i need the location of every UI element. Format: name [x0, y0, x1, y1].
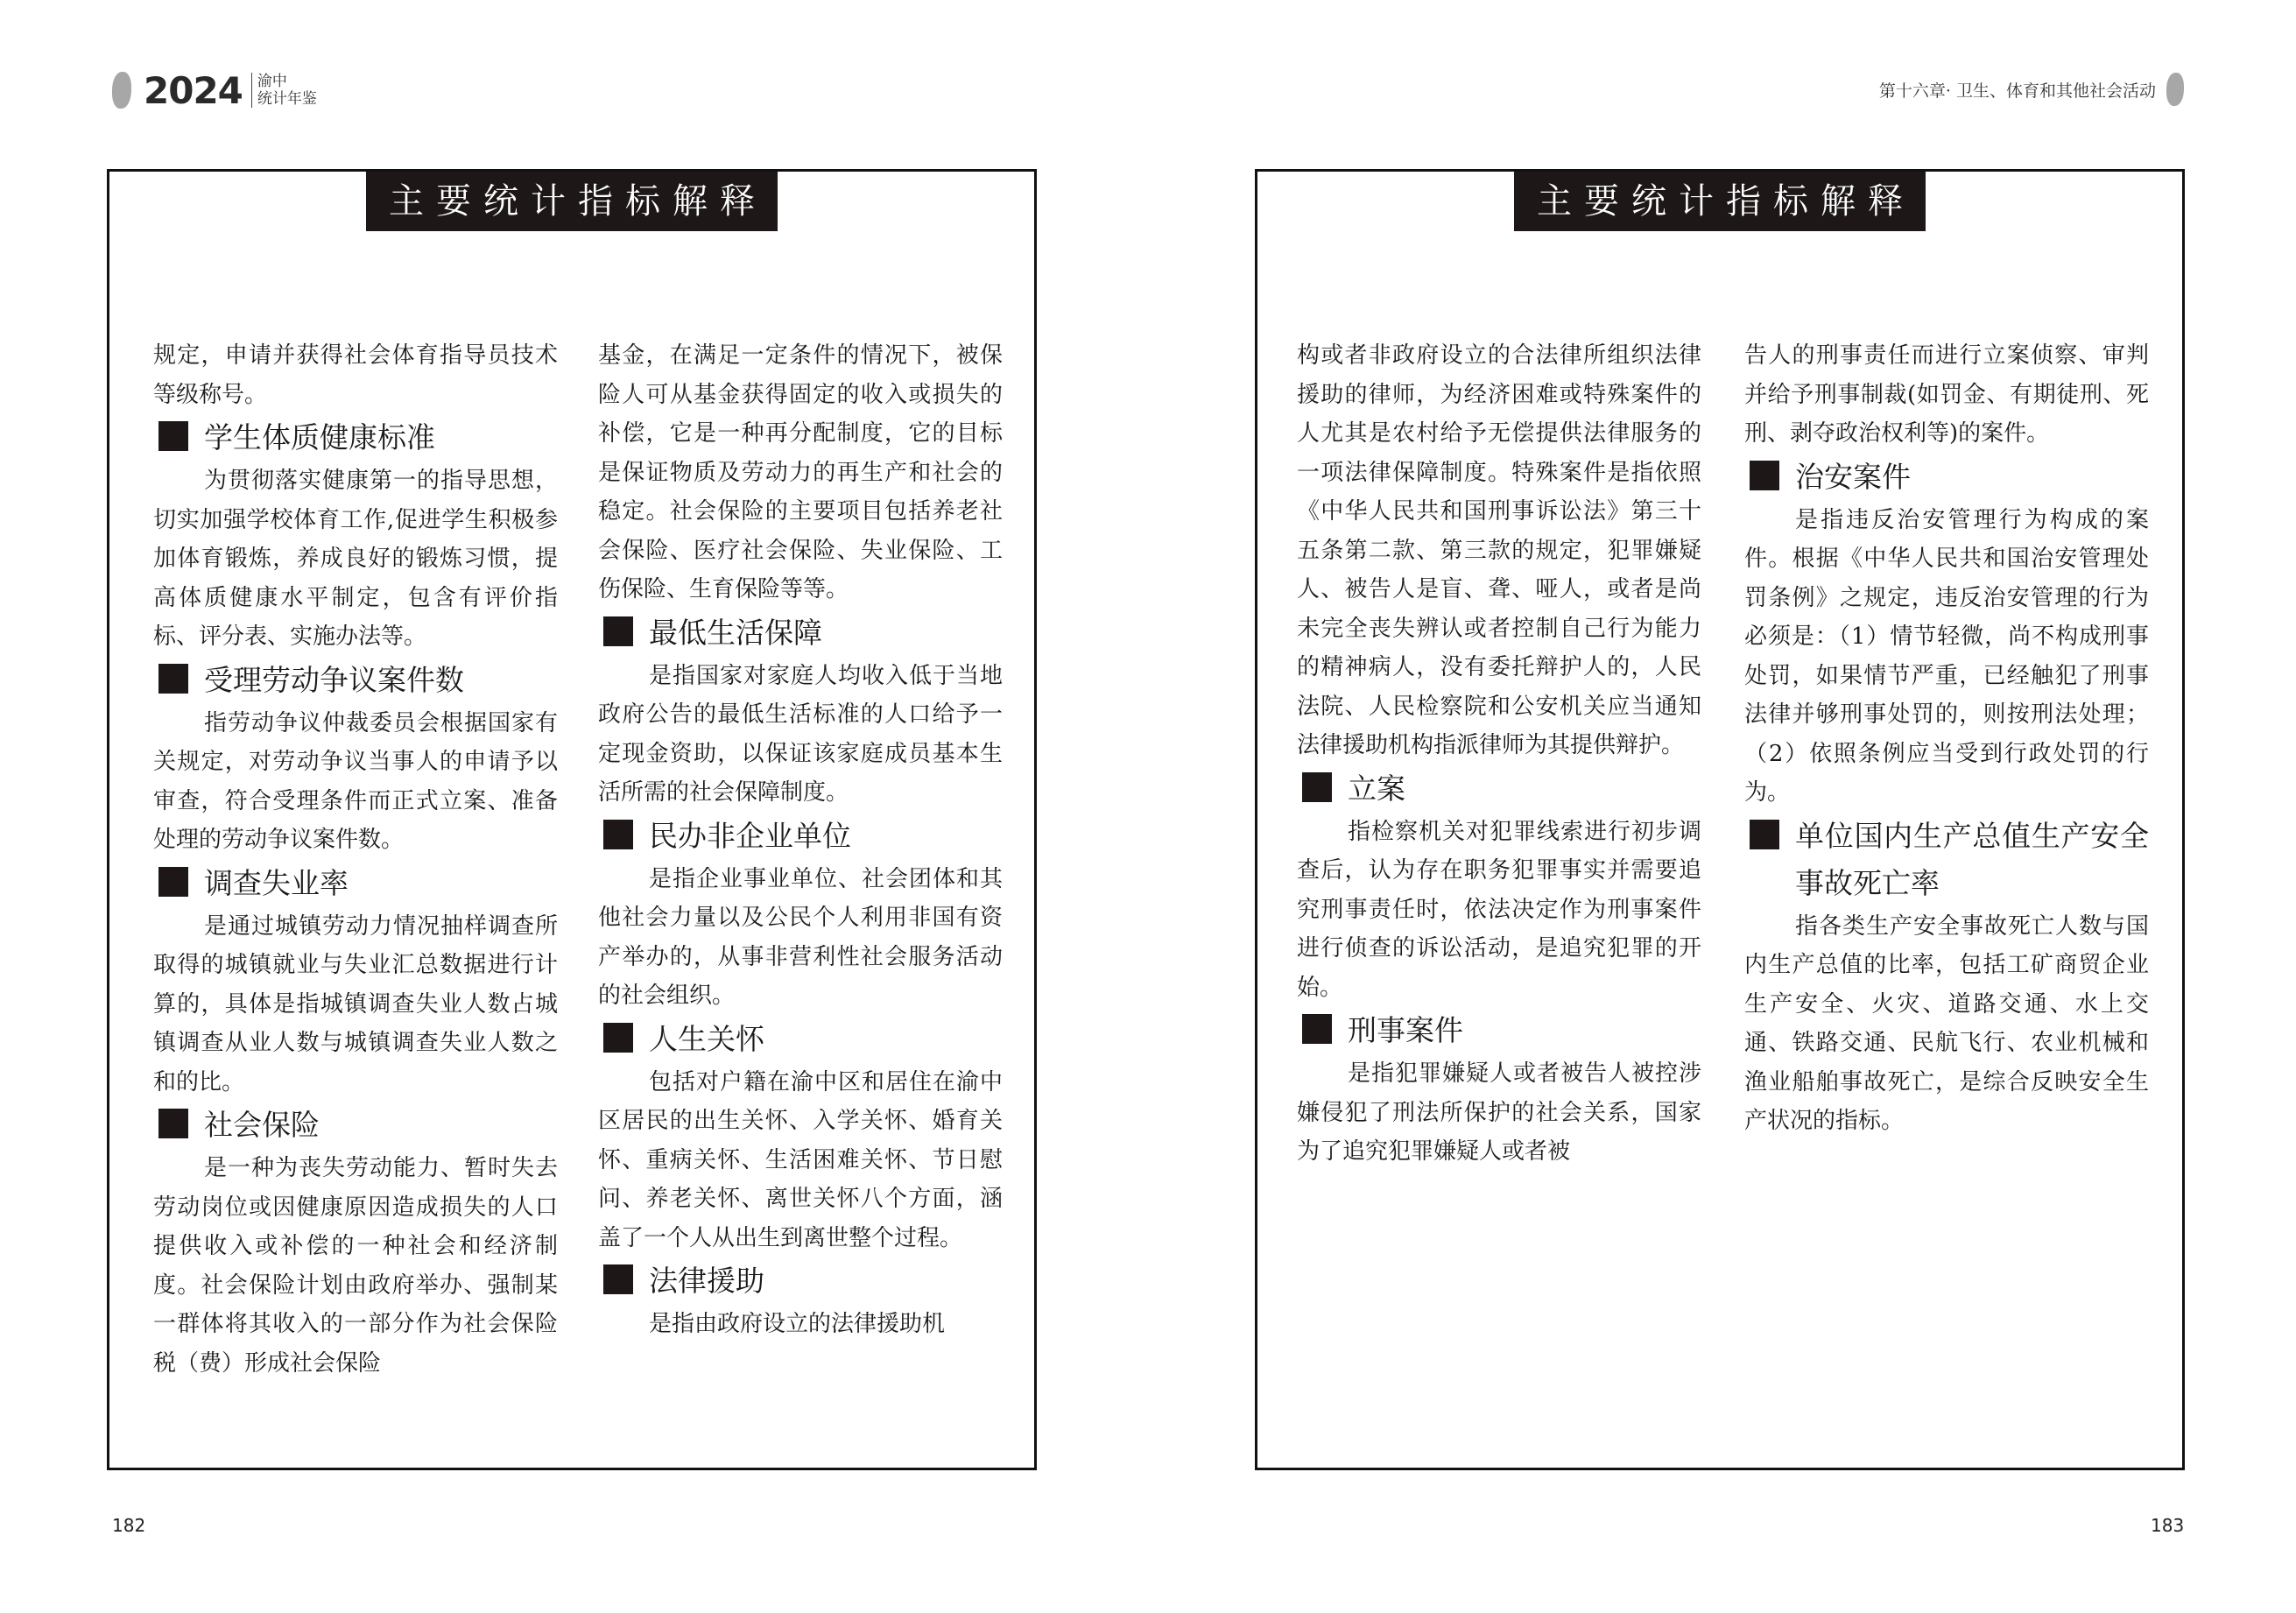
section-heading: 最低生活保障: [598, 609, 1003, 657]
square-bullet-icon: [158, 1109, 188, 1138]
section-body: 指检察机关对犯罪线索进行初步调查后，认为存在职务犯罪事实并需要追究刑事责任时，依法决定作为刑事案件进行侦查的诉讼活动，是追究犯罪的开始。: [1297, 818, 1701, 1001]
chapter-title: 第十六章· 卫生、体育和其他社会活动: [1878, 81, 2156, 101]
left-column-2: [598, 336, 1003, 1344]
square-bullet-icon: [603, 616, 633, 646]
section-heading: 单位国内生产总值生产安全事故死亡率: [1744, 813, 2149, 907]
section-body: 是通过城镇劳动力情况抽样调查所取得的城镇就业与失业汇总数据进行计算的，具体是指城镇调查失业人数占城镇调查从业人数与城镇调查失业人数之和的比。: [153, 912, 558, 1095]
square-bullet-icon: [1750, 820, 1779, 849]
square-bullet-icon: [1302, 772, 1332, 802]
section-heading: 受理劳动争议案件数: [153, 657, 558, 704]
section-body: 指各类生产安全事故死亡人数与国内生产总值的比率，包括工矿商贸企业生产安全、火灾、道路交通、水上交通、铁路交通、民航飞行、农业机械和渔业船舶事故死亡，是综合反映安全生产状况的指标。: [1744, 912, 2149, 1134]
section-heading: 调查失业率: [153, 860, 558, 907]
section-body: 为贯彻落实健康第一的指导思想，切实加强学校体育工作,促进学生积极参加体育锻炼，养成良好的锻炼习惯，提高体质健康水平制定，包含有评价指标、评分表、实施办法等。: [153, 468, 558, 650]
section-heading: 法律援助: [598, 1257, 1003, 1305]
yearbook-year: 2024: [144, 68, 243, 112]
section-body: 是一种为丧失劳动能力、暂时失去劳动岗位或因健康原因造成损失的人口提供收入或补偿的一种社会和经济制度。社会保险计划由政府举办、强制某一群体将其收入的一部分作为社会保险税（费）形成社会保险: [153, 1155, 558, 1377]
section-banner: 主要统计指标解释: [366, 172, 778, 231]
section-body: 是指由政府设立的法律援助机: [649, 1311, 946, 1337]
section-heading: 社会保险: [153, 1102, 558, 1149]
yearbook-name-line1: 渝中: [257, 73, 287, 90]
right-page-number: 183: [2151, 1515, 2185, 1536]
section-body: 是指犯罪嫌疑人或者被告人被控涉嫌侵犯了刑法所保护的社会关系，国家为了追究犯罪嫌疑人或者被: [1297, 1060, 1701, 1165]
continued-paragraph: 告人的刑事责任而进行立案侦察、审判并给予刑事制裁(如罚金、有期徒刑、死刑、剥夺政治权利等)的案件。: [1744, 342, 2149, 447]
square-bullet-icon: [603, 1264, 633, 1294]
left-page-frame: [107, 169, 1037, 1470]
continued-paragraph: 规定，申请并获得社会体育指导员技术等级称号。: [153, 342, 558, 408]
section-body: 是指国家对家庭人均收入低于当地政府公告的最低生活标准的人口给予一定现金资助，以保证该家庭成员基本生活所需的社会保障制度。: [598, 662, 1003, 806]
square-bullet-icon: [158, 421, 188, 451]
square-bullet-icon: [1302, 1014, 1332, 1044]
right-column-1: [1297, 336, 1701, 1172]
continued-paragraph: 构或者非政府设立的合法律所组织法律援助的律师，为经济困难或特殊案件的人尤其是农村给予无偿提供法律服务的一项法律保障制度。特殊案件是指依照《中华人民共和国刑事诉讼法》第三十五条第二款、第三款的规定，犯罪嫌疑人、被告人是盲、聋、哑人，或者是尚未完全丧失辨认或者控制自己行为能力的精神病人，没有委托辩护人的，人民法院、人民检察院和公安机关应当通知法律援助机构指派律师为其提供辩护。: [1297, 342, 1701, 758]
right-column-2: [1744, 336, 2149, 1141]
section-body: 是指企业事业单位、社会团体和其他社会力量以及公民个人利用非国有资产举办的，从事非营利性社会服务活动的社会组织。: [598, 865, 1003, 1009]
left-column-1: [153, 336, 558, 1383]
continued-paragraph: 基金，在满足一定条件的情况下，被保险人可从基金获得固定的收入或损失的补偿，它是一种再分配制度，它的目标是保证物质及劳动力的再生产和社会的稳定。社会保险的主要项目包括养老社会保险、医疗社会保险、失业保险、工伤保险、生育保险等等。: [598, 342, 1003, 602]
yearbook-name: [251, 73, 317, 108]
yearbook-name-line2: 统计年鉴: [257, 90, 317, 108]
chapter-header: [1879, 72, 2184, 107]
section-heading: 学生体质健康标准: [153, 414, 558, 461]
section-heading: 人生关怀: [598, 1016, 1003, 1063]
section-heading: 刑事案件: [1297, 1007, 1701, 1054]
section-heading: 治安案件: [1744, 454, 2149, 501]
section-body: 是指违反治安管理行为构成的案件。根据《中华人民共和国治安管理处罚条例》之规定，违反治安管理的行为必须是：（1）情节轻微，尚不构成刑事处罚，如果情节严重，已经触犯了刑事法律并够刑事处罚的，则按刑法处理；（2）依照条例应当受到行政处罚的行为。: [1744, 506, 2149, 806]
section-body: 指劳动争议仲裁委员会根据国家有关规定，对劳动争议当事人的申请予以审查，符合受理条件而正式立案、准备处理的劳动争议案件数。: [153, 709, 558, 853]
left-page-number: 182: [112, 1515, 146, 1536]
leaf-logo-icon: [2166, 73, 2184, 106]
section-heading: 立案: [1297, 765, 1701, 813]
square-bullet-icon: [603, 1023, 633, 1053]
section-body: 包括对户籍在渝中区和居住在渝中区居民的出生关怀、入学关怀、婚育关怀、重病关怀、生活困难关怀、节日慰问、养老关怀、离世关怀八个方面，涵盖了一个人从出生到离世整个过程。: [598, 1068, 1003, 1251]
square-bullet-icon: [158, 664, 188, 694]
right-page-frame: [1255, 169, 2185, 1470]
section-banner: 主要统计指标解释: [1514, 172, 1926, 231]
square-bullet-icon: [603, 820, 633, 849]
square-bullet-icon: [158, 867, 188, 897]
leaf-logo-icon: [112, 72, 131, 109]
yearbook-header: [112, 68, 317, 112]
square-bullet-icon: [1750, 461, 1779, 490]
section-heading: 民办非企业单位: [598, 813, 1003, 860]
